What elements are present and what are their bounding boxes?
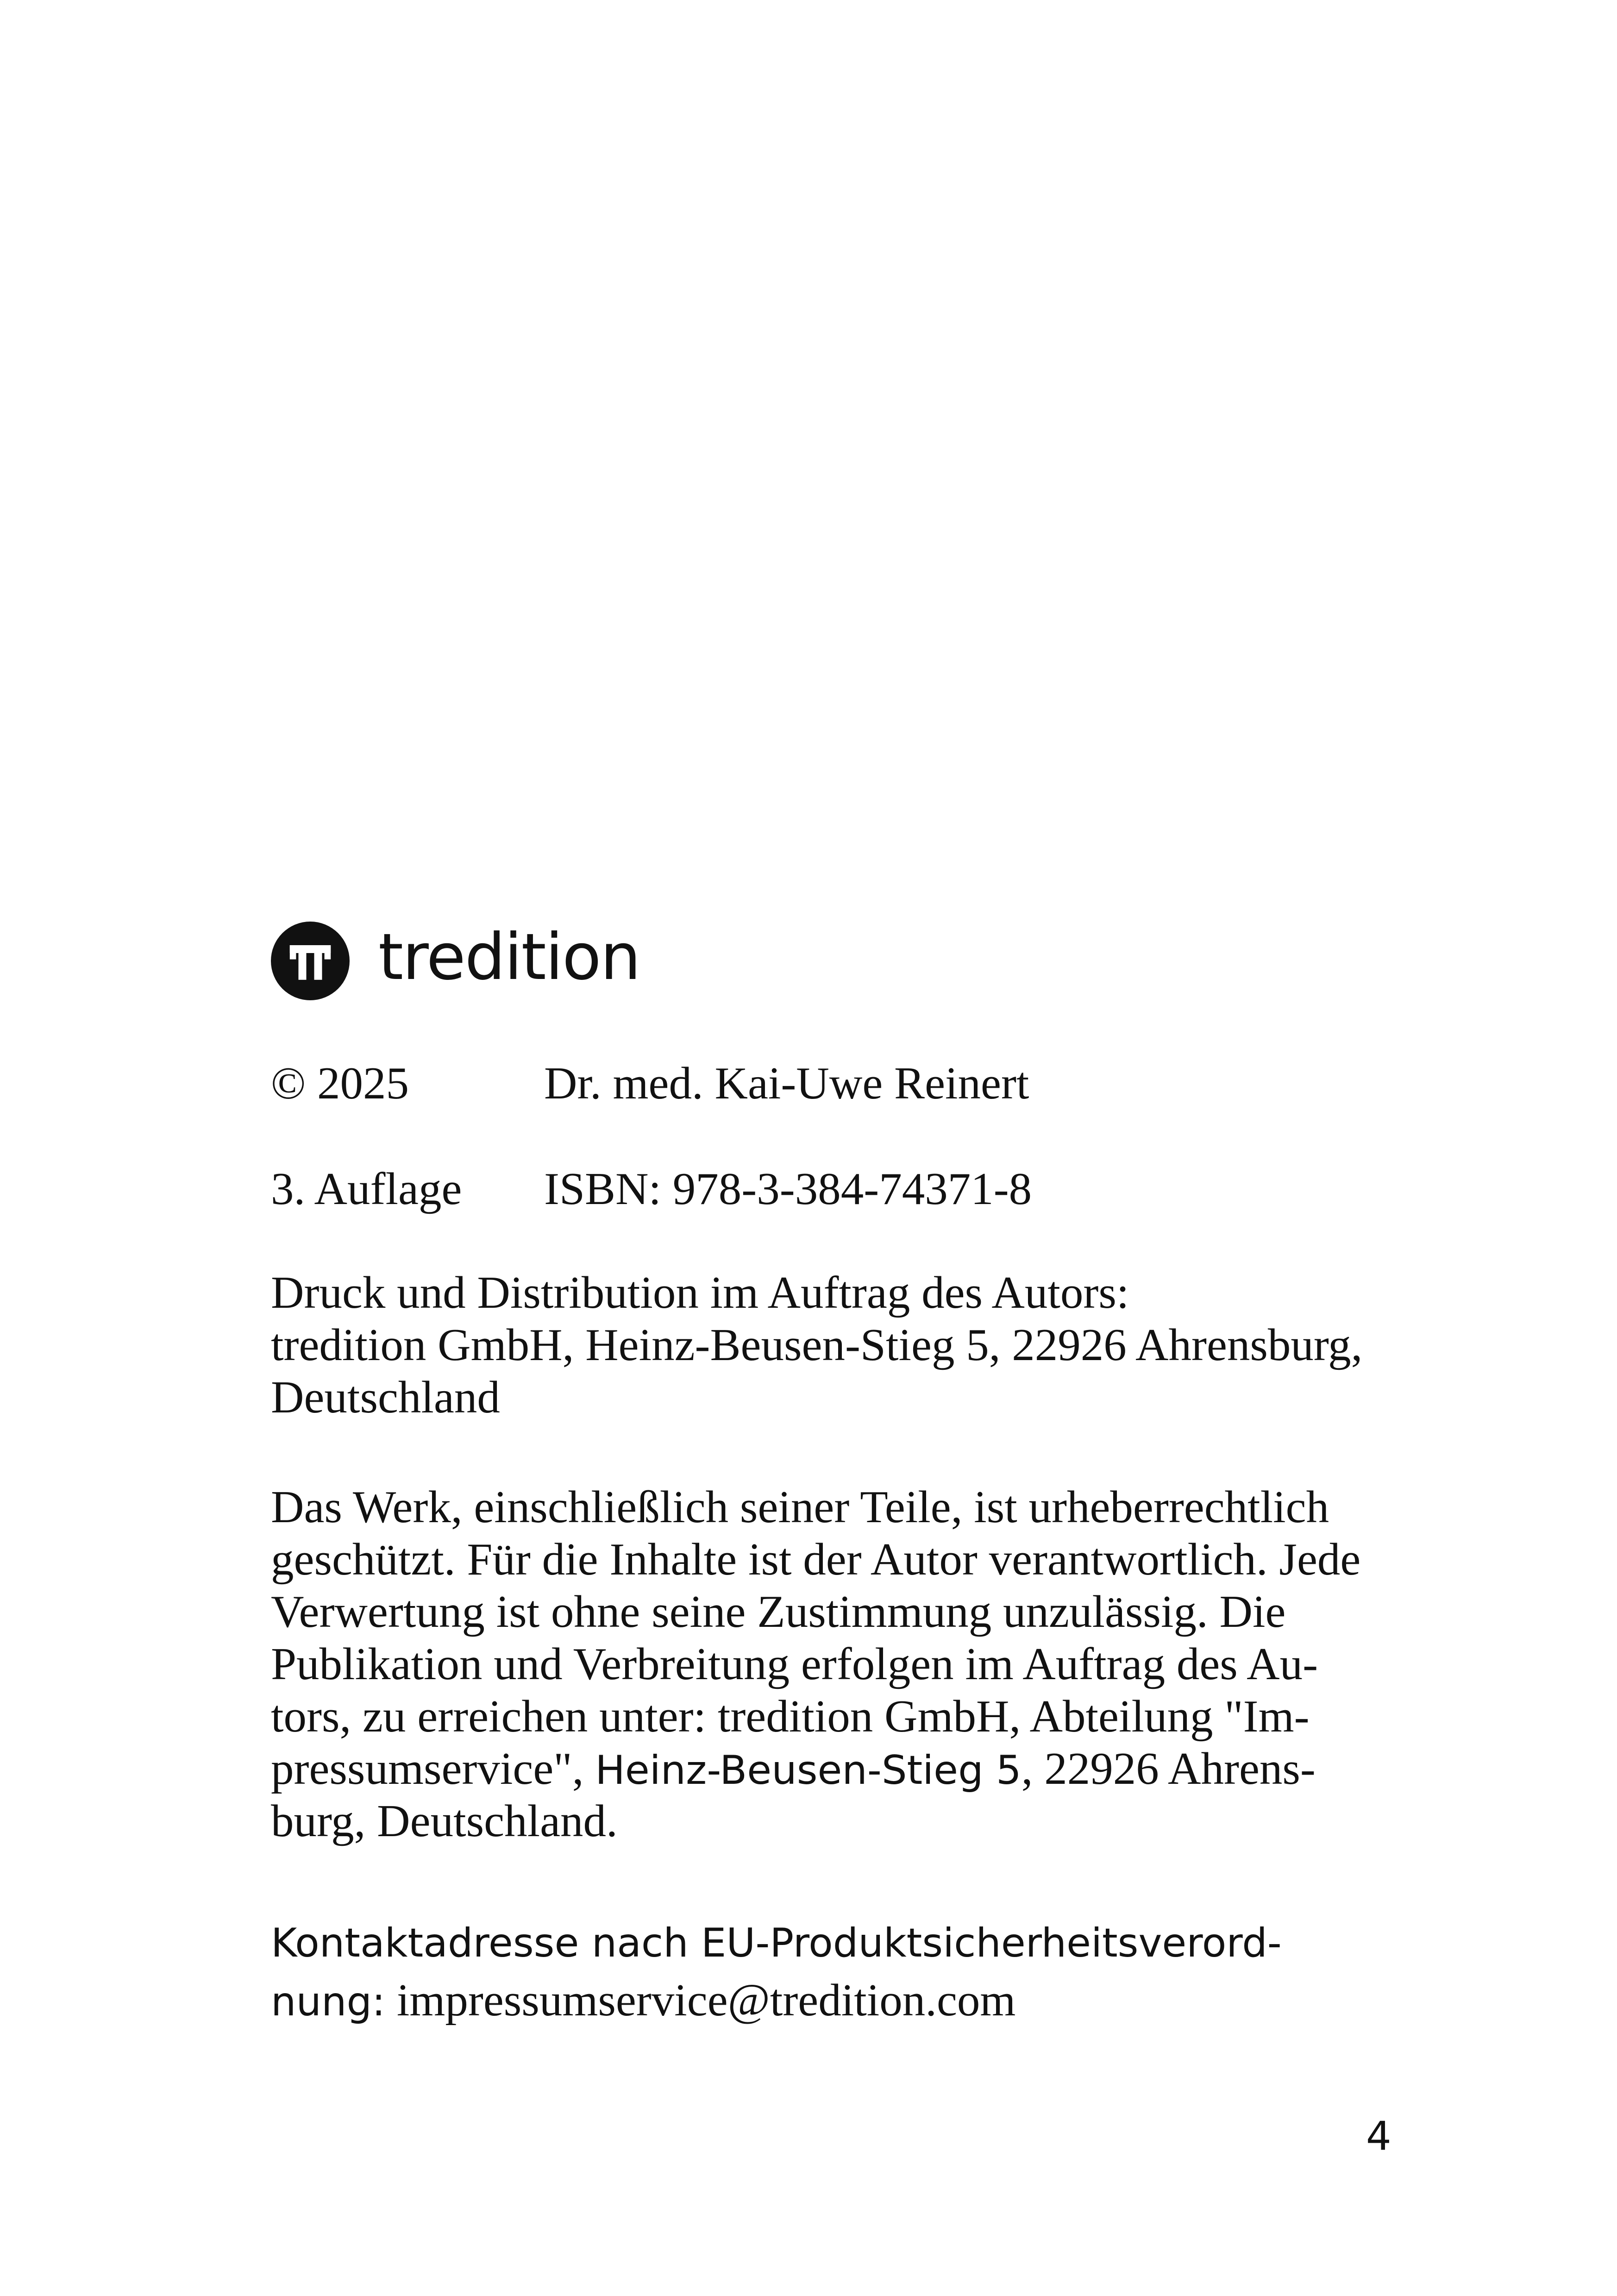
tredition-logo-icon [271, 922, 350, 1000]
edition-line [271, 1164, 1032, 1214]
publisher-logo [271, 919, 640, 1003]
distribution-line: Deutschland [271, 1372, 500, 1423]
rights-line: Publikation und Verbreitung erfolgen im Auftrag des Au- [271, 1639, 1318, 1689]
rights-line: burg, Deutschland. [271, 1796, 618, 1846]
copyright-line [271, 1058, 1029, 1109]
publisher-logo-text: tredition [378, 920, 640, 994]
edition-label: 3. Auflage [271, 1164, 462, 1214]
contact-line: Kontaktadresse nach EU-Produktsicherheitsverord- [271, 1920, 1282, 1966]
rights-line-segment: pressumservice", [271, 1744, 595, 1794]
author-name: Dr. med. Kai-Uwe Reinert [544, 1058, 1029, 1109]
contact-paragraph [271, 1915, 1282, 2029]
distribution-paragraph [271, 1267, 1362, 1424]
rights-paragraph [271, 1481, 1360, 1847]
contact-email: impressumservice@tredition.com [385, 1975, 1016, 2026]
copyright-year: © 2025 [271, 1058, 409, 1109]
rights-line: Verwertung ist ohne seine Zustimmung unzulässig. Die [271, 1587, 1286, 1637]
distribution-line: tredition GmbH, Heinz-Beusen-Stieg 5, 22926 Ahrensburg, [271, 1320, 1363, 1370]
contact-line [271, 1972, 1282, 2029]
rights-line-segment: , 22926 Ahrens- [1021, 1744, 1316, 1794]
rights-line: geschützt. Für die Inhalte ist der Autor verantwortlich. Jede [271, 1534, 1361, 1585]
isbn: ISBN: 978-3-384-74371-8 [544, 1164, 1032, 1214]
rights-address-street: Heinz-Beusen-Stieg 5 [595, 1747, 1022, 1794]
distribution-line: Druck und Distribution im Auftrag des Autors: [271, 1267, 1129, 1318]
rights-line [271, 1743, 1360, 1795]
page-number: 4 [1366, 2113, 1391, 2159]
contact-label: nung: [271, 1979, 386, 2025]
rights-line: tors, zu erreichen unter: tredition GmbH, Abteilung "Im- [271, 1691, 1310, 1742]
rights-line: Das Werk, einschließlich seiner Teile, ist urheberrechtlich [271, 1482, 1329, 1532]
